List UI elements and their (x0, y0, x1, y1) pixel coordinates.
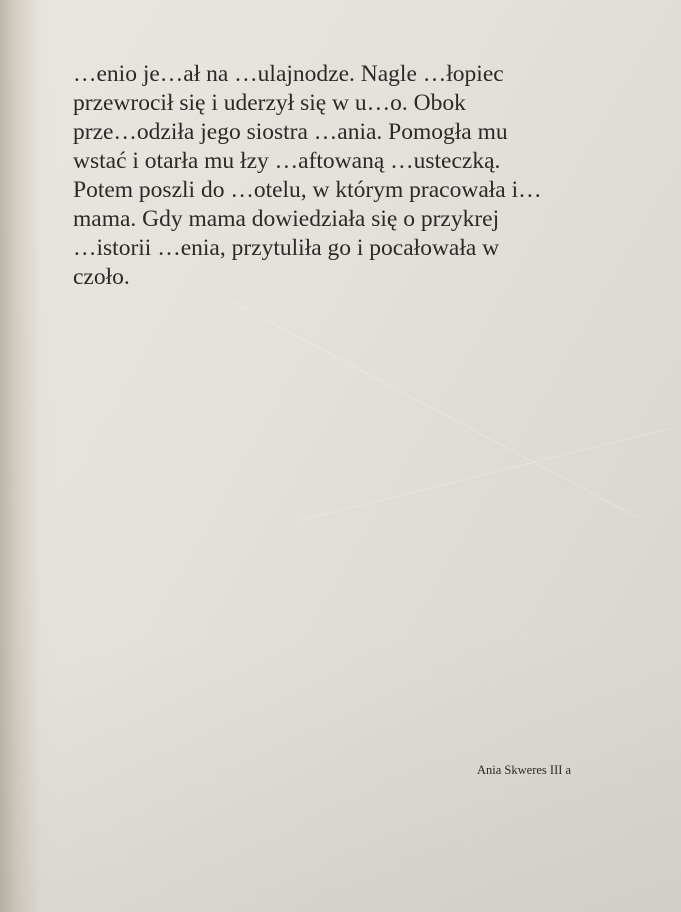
story-line: …istorii …enia, przytuliła go i pocałowała w (73, 235, 500, 261)
paper-crease (300, 428, 669, 521)
story-line: prze…odziła jego siostra …ania. Pomogła mu (73, 119, 508, 145)
paper-crease (230, 300, 637, 517)
story-line: czoło. (73, 264, 130, 290)
story-line: …enio je…ał na …ulajnodze. Nagle …łopiec (73, 61, 504, 87)
author-signature: Ania Skweres III a (477, 763, 572, 777)
story-line: przewrocił się i uderzył się w u…o. Obok (73, 90, 466, 116)
story-line: Potem poszli do …otelu, w którym pracowała i… (73, 177, 542, 203)
story-paragraph (73, 60, 633, 292)
story-line: mama. Gdy mama dowiedziała się o przykrej (73, 206, 500, 232)
story-line: wstać i otarła mu łzy …aftowaną …usteczką. (73, 148, 501, 174)
